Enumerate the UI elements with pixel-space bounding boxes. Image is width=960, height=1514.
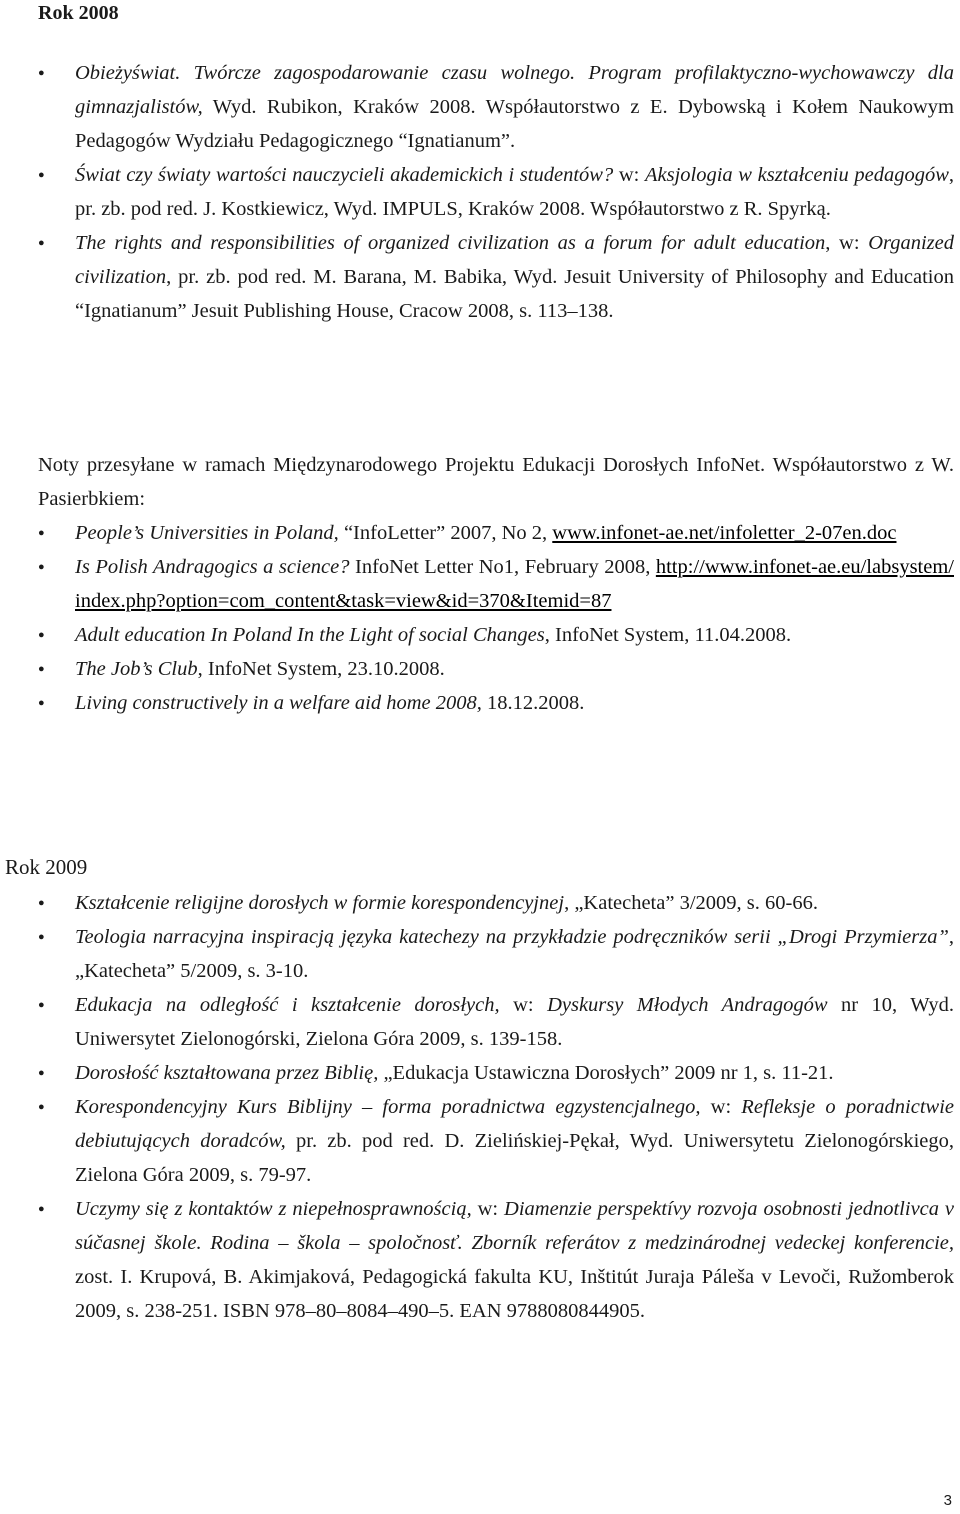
- list-item: ● Obieżyświat. Twórcze zagospodarowanie czasu wolnego. Program profilaktyczno-wychowawczy dla gimnazjalistów, Wyd. Rubikon, Kraków 2008. Współautorstwo z E. Dybowską i Kołem Naukowym Pedagogów Wydziału Pedagogicznego “Ignatianum”.: [0, 56, 960, 158]
- list-item: ● The Job’s Club, InfoNet System, 23.10.2008.: [0, 652, 960, 686]
- list-item: ● Uczymy się z kontaktów z niepełnosprawnością, w: Diamenzie perspektívy rozvoja osobnosti jednotlivca v súčasnej škole. Rodina – škola – spoločnosť. Zborník referátov z medzinárodnej vedeckej konferencie, zost. I. Krupová, B. Akimjaková, Pedagogická fakulta KU, Inštitút Juraja Páleša v Levoči, Ružomberok 2009, s. 238-251. ISBN 978–80–8084–490–5. EAN 9788080844905.: [0, 1192, 960, 1328]
- list-item: ● Teologia narracyjna inspiracją języka katechezy na przykładzie podręczników serii „Drogi Przymierza”, „Katecheta” 5/2009, s. 3-10.: [0, 920, 960, 988]
- list-item: ● Edukacja na odległość i kształcenie dorosłych, w: Dyskursy Młodych Andragogów nr 10, Wyd. Uniwersytet Zielonogórski, Zielona Góra 2009, s. 139-158.: [0, 988, 960, 1056]
- list-item: ● The rights and responsibilities of organized civilization as a forum for adult education, w: Organized civilization, pr. zb. pod red. M. Barana, M. Babika, Wyd. Jesuit University of Philosophy and Education “Ignatianum” Jesuit Publishing House, Cracow 2008, s. 113–138.: [0, 226, 960, 328]
- list-item: ● Living constructively in a welfare aid home 2008, 18.12.2008.: [0, 686, 960, 720]
- infonet-list: [0, 516, 960, 720]
- section-heading-2009: Rok 2009: [5, 855, 88, 879]
- list-item: ● Dorosłość kształtowana przez Biblię, „Edukacja Ustawiczna Dorosłych” 2009 nr 1, s. 11-21.: [0, 1056, 960, 1090]
- bibliography-list-2008: [0, 56, 960, 328]
- list-item: ● Kształcenie religijne dorosłych w formie korespondencyjnej, „Katecheta” 3/2009, s. 60-66.: [0, 886, 960, 920]
- labsystem-link[interactable]: http://www.infonet-ae.eu/labsystem/index.php?option=com_content&task=view&id=370&Itemid=87: [75, 556, 954, 612]
- section-heading-2008: Rok 2008: [38, 2, 119, 24]
- page-number: 3: [943, 1492, 952, 1509]
- infoletter-link[interactable]: www.infonet-ae.net/infoletter_2-07en.doc: [552, 522, 897, 544]
- list-item: ● Is Polish Andragogics a science? InfoNet Letter No1, February 2008, http://www.infonet-ae.eu/labsystem/index.php?option=com_content&task=view&id=370&Itemid=87: [0, 550, 960, 618]
- infonet-note: Noty przesyłane w ramach Międzynarodowego Projektu Edukacji Dorosłych InfoNet. Współautorstwo z W. Pasierbkiem:: [38, 454, 954, 510]
- list-item: ● Świat czy światy wartości nauczycieli akademickich i studentów? w: Aksjologia w kształceniu pedagogów, pr. zb. pod red. J. Kostkiewicz, Wyd. IMPULS, Kraków 2008. Współautorstwo z R. Spyrką.: [0, 158, 960, 226]
- bibliography-list-2009: [0, 886, 960, 1328]
- list-item: ● Adult education In Poland In the Light of social Changes, InfoNet System, 11.04.2008.: [0, 618, 960, 652]
- list-item: ● People’s Universities in Poland, “InfoLetter” 2007, No 2, www.infonet-ae.net/infoletter_2-07en.doc: [0, 516, 960, 550]
- list-item: ● Korespondencyjny Kurs Biblijny – forma poradnictwa egzystencjalnego, w: Refleksje o poradnictwie debiutujących doradców, pr. zb. pod red. D. Zielińskiej-Pękał, Wyd. Uniwersytetu Zielonogórskiego, Zielona Góra 2009, s. 79-97.: [0, 1090, 960, 1192]
